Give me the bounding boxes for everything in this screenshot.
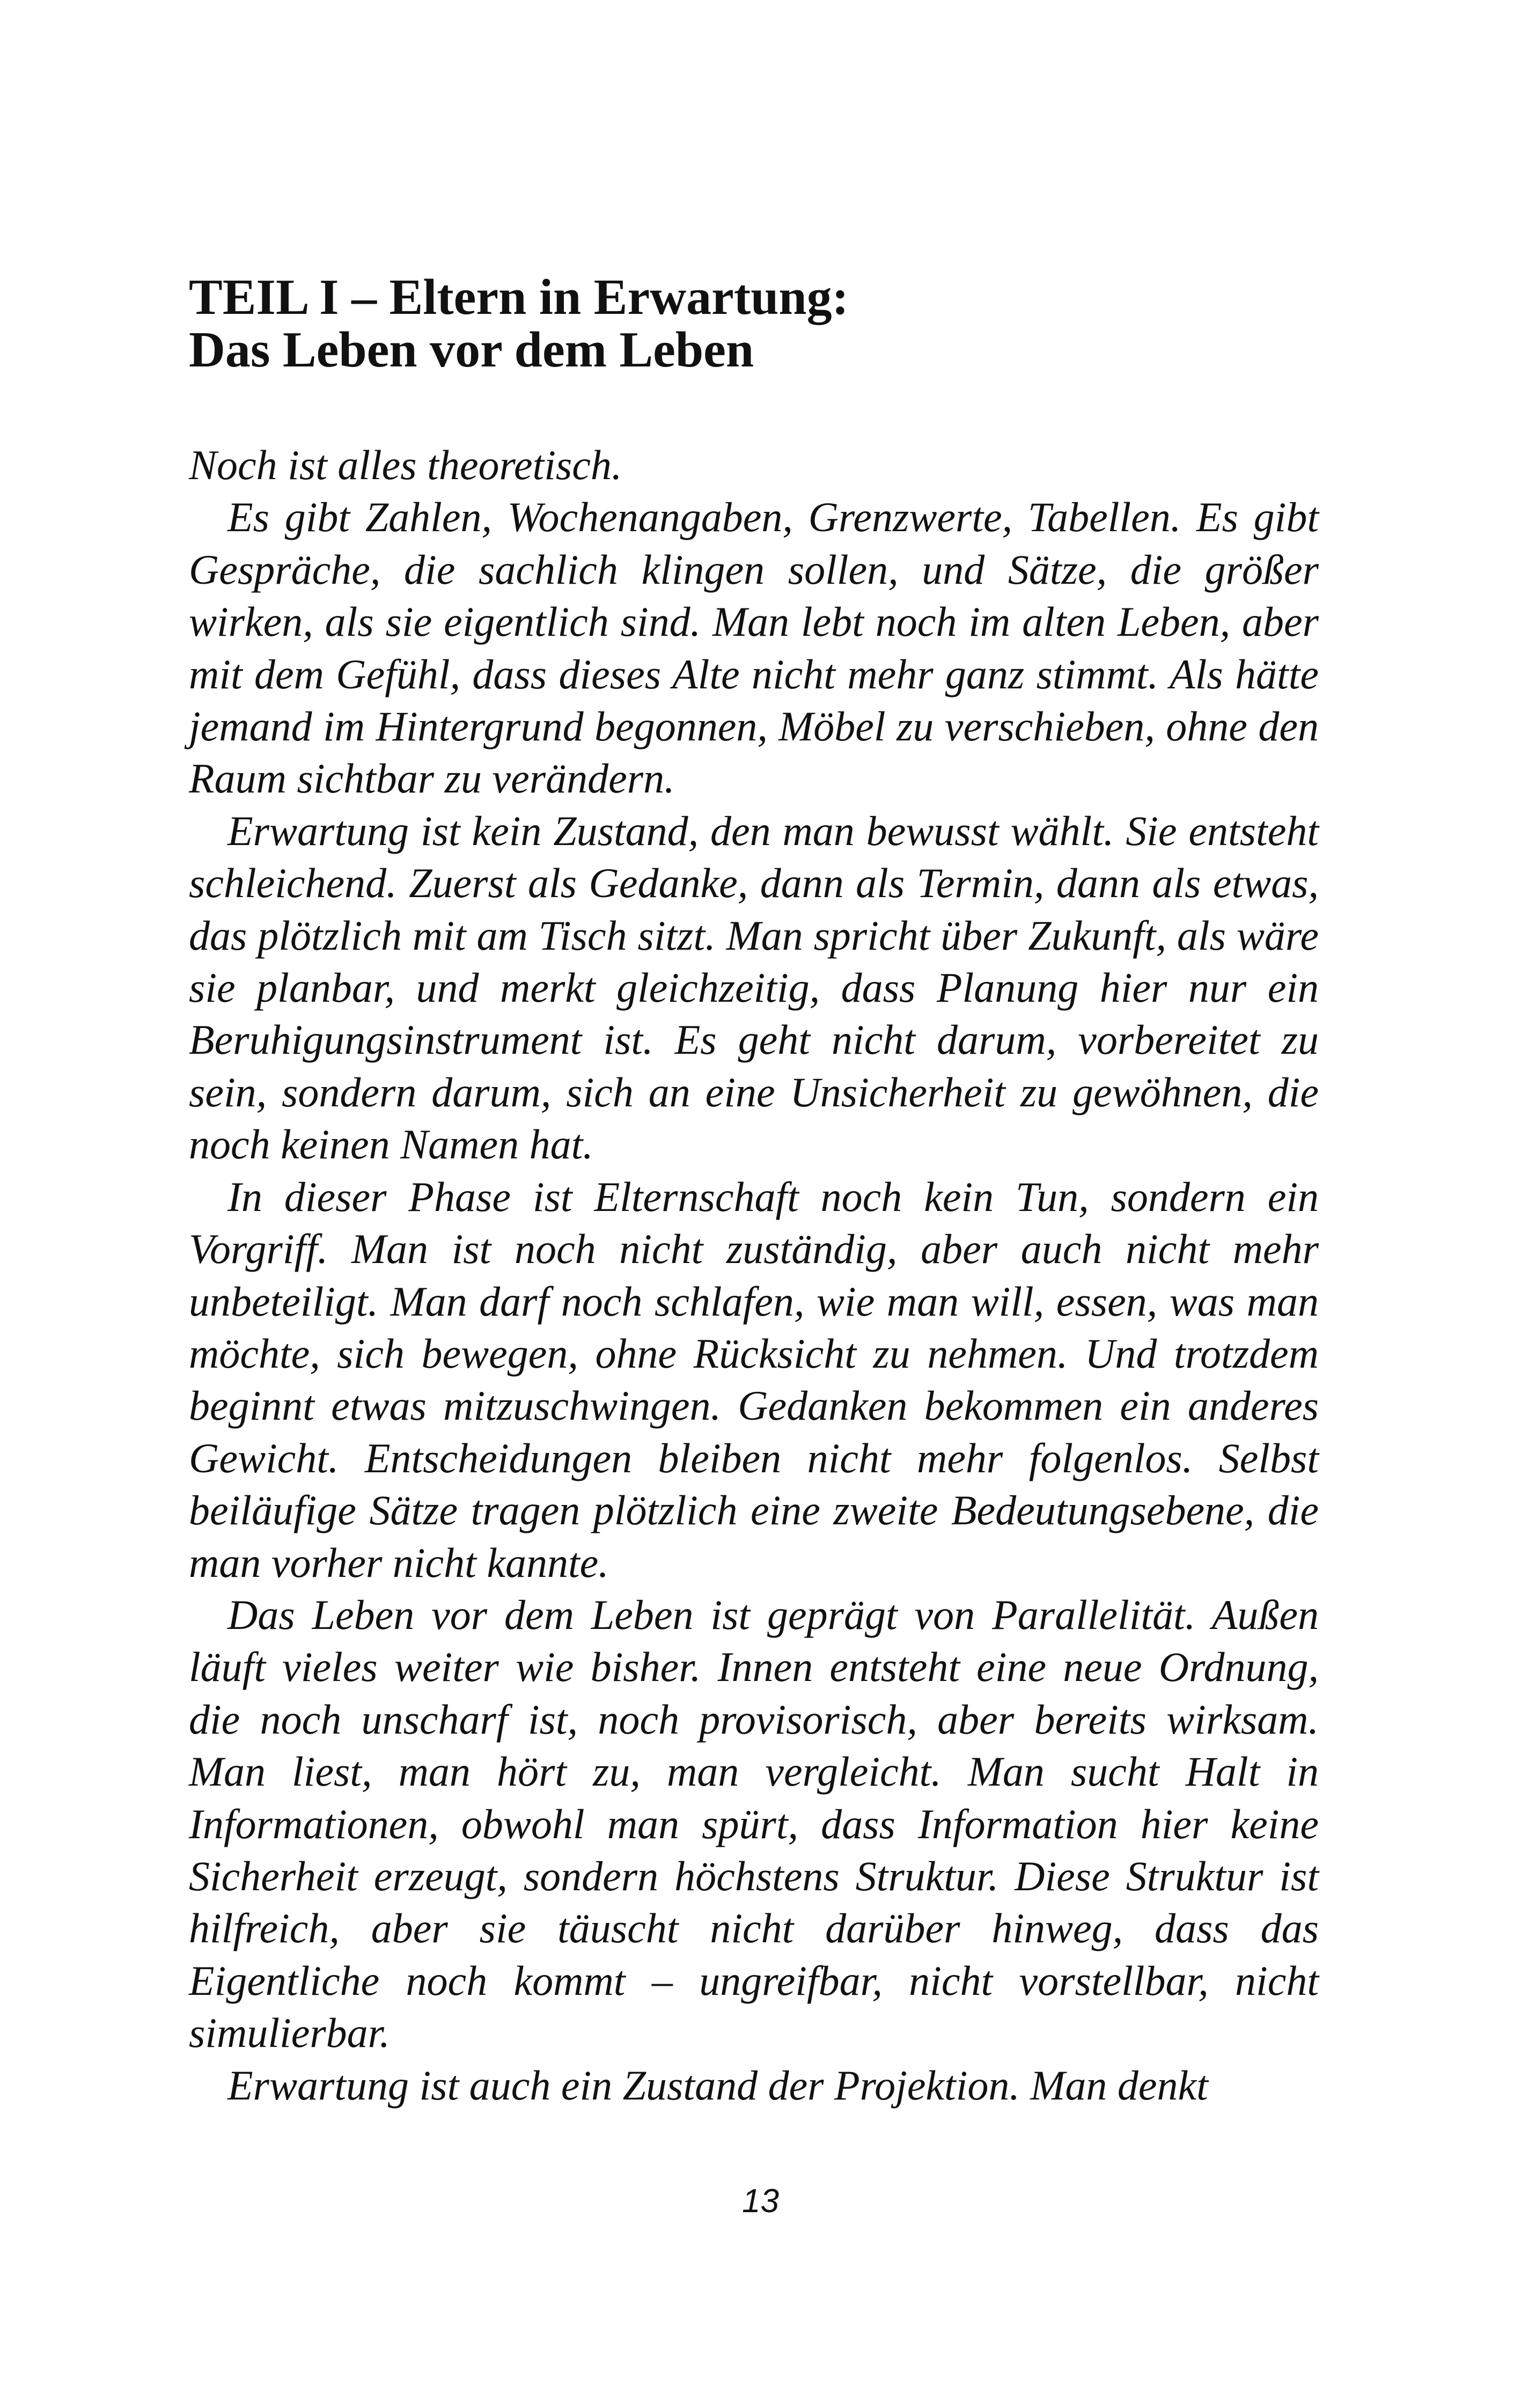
paragraph: Erwartung ist auch ein Zustand der Projektion. Man denkt [227, 2061, 1208, 2109]
chapter-heading [189, 271, 1342, 376]
body-text [189, 439, 1319, 2111]
paragraph: Das Leben vor dem Leben ist geprägt von Parallelität. Außen läuft vieles weiter wie bisher. Innen entsteht eine neue Ordnung, die noch unscharf ist, noch provisorisch, aber bereits wirksam. Man liest, man hört zu, man vergleicht. Man sucht Halt in Informationen, obwohl man spürt, dass Information hier keine Sicherheit erzeugt, sondern höchstens Struktur. Diese Struktur ist hilfreich, aber sie täuscht nicht darüber hinweg, dass das Eigentliche noch kommt – ungreifbar, nicht vorstellbar, nicht simulierbar. [189, 1591, 1319, 2057]
paragraph: In dieser Phase ist Elternschaft noch kein Tun, sondern ein Vorgriff. Man ist noch nicht zuständig, aber auch nicht mehr unbeteiligt. Man darf noch schlafen, wie man will, essen, was man möchte, sich bewegen, ohne Rücksicht zu nehmen. Und trotzdem beginnt etwas mitzuschwingen. Gedanken bekommen ein anderes Gewicht. Entscheidungen bleiben nicht mehr folgenlos. Selbst beiläufige Sätze tragen plötzlich eine zweite Bedeutungsebene, die man vorher nicht kannte. [189, 1173, 1319, 1586]
paragraph: Noch ist alles theoretisch. [189, 442, 622, 488]
paragraph: Es gibt Zahlen, Wochenangaben, Grenzwerte, Tabellen. Es gibt Gespräche, die sachlich klingen sollen, und Sätze, die größer wirken, als sie eigentlich sind. Man lebt noch im alten Leben, aber mit dem Gefühl, dass dieses Alte nicht mehr ganz stimmt. Als hätte jemand im Hintergrund begonnen, Möbel zu verschieben, ohne den Raum sichtbar zu verändern. [189, 494, 1319, 802]
page-number: 13 [742, 2183, 779, 2220]
chapter-title-line-1: TEIL I – Eltern in Erwartung: [189, 269, 849, 325]
chapter-title-line-2: Das Leben vor dem Leben [189, 322, 754, 378]
paragraph: Erwartung ist kein Zustand, den man bewusst wählt. Sie entsteht schleichend. Zuerst als Gedanke, dann als Termin, dann als etwas, das plötzlich mit am Tisch sitzt. Man spricht über Zukunft, als wäre sie planbar, und merkt gleichzeitig, dass Planung hier nur ein Beruhigungsinstrument ist. Es geht nicht darum, vorbereitet zu sein, sondern darum, sich an eine Unsicherheit zu gewöhnen, die noch keinen Namen hat. [189, 807, 1319, 1168]
